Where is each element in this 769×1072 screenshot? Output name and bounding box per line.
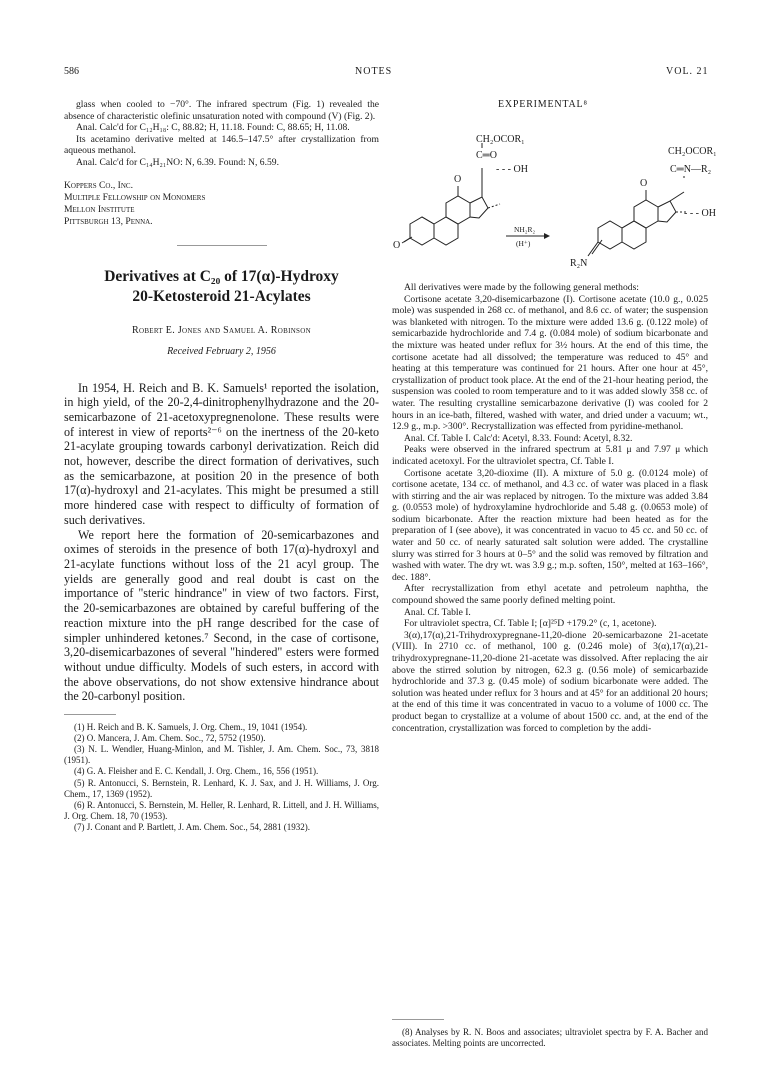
analysis-line: Anal. Cf. Table I. [404,606,471,618]
footnote: (6) R. Antonucci, S. Bernstein, M. Heller, R. Lenhard, R. Littell, and J. H. Williams, J. Org. Chem. 18, 70 (1953). [64,799,379,821]
received-date: Received February 2, 1956 [167,345,276,357]
right-column [392,282,708,734]
volume-label: VOL. 21 [666,66,709,77]
intro-paragraph: Its acetamino derivative melted at 146.5–147.5° after crystallization from aqueous methanol. [64,133,379,157]
right-oxygen: O [640,178,648,189]
section-divider [177,245,267,246]
footnote-divider [64,714,116,715]
article-title [64,267,379,307]
left-ketone-oxygen: O [393,240,401,251]
affiliation-line: Mellon Institute [64,203,135,215]
body-paragraph: Cortisone acetate 3,20-dioxime (II). A mixture of 5.0 g. (0.0124 mole) of cortisone acetate, 134 cc. of methanol, and 4.3 cc. of water was placed in a flask with stirring and the air was replaced by nitrogen. To the mixture was added 3.84 g. (0.0553 mole) of hydroxylamine hydrochloride and 5.48 g. (0.0653 mole) of sodium bicarbonate. After the reaction mixture had been heated as for the preparation of I (see above), it was concentrated in vacuo to 45 cc. and 50 cc. of water and 50 cc. of nearly saturated salt solution were added. The crystalline slurry was stirred for 3 hours at 0–5° and the solid was removed by filtration and washed with water. The dry wt. was 3.9 g.; m.p. soften, 150°, melted at 163–166°, dec. 188°. [392,467,708,583]
body-paragraph: All derivatives were made by the following general methods: [404,282,639,293]
analysis-line: Anal. Cf. Table I. Calc'd: Acetyl, 8.33. Found: Acetyl, 8.32. [404,432,633,444]
running-header [0,66,769,80]
footnote: (7) J. Conant and P. Bartlett, J. Am. Chem. Soc., 54, 2881 (1932). [74,821,310,832]
reaction-scheme [388,116,718,274]
catalyst: (H⁺) [516,239,531,248]
body-paragraph: Cortisone acetate 3,20-disemicarbazone (I). Cortisone acetate (10.0 g., 0.025 mole) was suspended in 268 cc. of methanol, and 8.6 cc. of water; the suspension was blanketed with nitrogen. To the mixture were added 13.6 g. (0.122 mole) of semicarbazide hydrochloride and 7.4 g. (0.084 mole) of sodium bicarbonate and the mixture was heated under reflux for 3½ hours. At the end of this time, the cortisone acetate had all dissolved; the temperature was reduced to 45° and heating at this temperature was continued for 21 hours. After one hour at 45°, crystallization of product took place. At the end of the 21-hour heating period, the suspension was cooled to room temperature and to it was added slowly 358 cc. of water. The resulting crystalline semicarbazone derivative (I) was cooled for 2 hours in an ice-bath, filtered, washed with water, and dried under a vacuum; wt., 12.9 g., m.p. >300°. Recrystallization was effected from pyridine-methanol. [392,293,708,433]
right-acylate: CH₂OCOR₁ [668,146,717,157]
left-oxygen: O [454,174,462,185]
intro-paragraph: glass when cooled to −70°. The infrared spectrum (Fig. 1) revealed the absence of characteristic olefinic unsaturation noted with compound (V) (Fig. 2). [64,99,379,122]
body-paragraph: 3(α),17(α),21-Trihydroxypregnane-11,20-dione 20-semicarbazone 21-acetate (VIII). In 2710 cc. of methanol, 100 g. (0.246 mole) of 3(α),17(α),21-trihydroxypregnane-11,20-dione 21-acetate was dissolved. After replacing the air above the stirred solution by nitrogen, 62.3 g. (0.56 mole) of semicarbazide hydrochloride and 37.3 g. (0.45 mole) of sodium bicarbonate were added. The solution was heated under reflux for 3 hours and at 45° for an additional 20 hours; at the end of this time it was concentrated in vacuo to a volume of 1000 cc. The product began to crystallize at a volume of about 1500 cc. and, at the end of the concentration, crystallization was forced to completion by the addi- [392,629,708,734]
body-paragraph: For ultraviolet spectra, Cf. Table I; [α]²⁵D +179.2° (c, 1, acetone). [404,618,657,630]
footnote: (1) H. Reich and B. K. Samuels, J. Org. Chem., 19, 1041 (1954). [74,722,308,733]
affiliation-line: Multiple Fellowship on Monomers [64,191,206,203]
body-paragraph: After recrystallization from ethyl acetate and petroleum naphtha, the compound showed the same poorly defined melting point. [392,583,708,607]
right-hydroxyl: - - - OH [684,208,716,219]
left-hydroxyl: - - - OH [496,164,528,175]
right-amine: R₂N [570,258,588,269]
affiliation-block [64,180,379,228]
title-line: Derivatives at C₂₀ of 17(α)-Hydroxy [104,267,339,285]
right-steroid-skeleton [588,176,688,256]
experimental-heading: EXPERIMENTAL⁸ [498,99,588,110]
left-carbonyl: C═O [476,150,497,161]
footnote: (2) O. Mancera, J. Am. Chem. Soc., 72, 5752 (1950). [74,733,266,744]
section-title: NOTES [355,66,393,77]
analysis-line: Anal. Calc'd for C₁₂H₁₈: C, 88.82; H, 11.18. Found: C, 88.65; H, 11.08. [76,122,350,134]
right-footnote-block [392,1009,708,1049]
reagent: NH₂R₂ [514,225,536,234]
footnote: (5) R. Antonucci, S. Bernstein, R. Lenhard, K. J. Sax, and J. H. Williams, J. Org. Chem., 17, 1369 (1952). [64,777,379,799]
page-number: 586 [64,66,79,77]
affiliation-line: Pittsburgh 13, Penna. [64,215,153,227]
footnote: (3) N. L. Wendler, Huang-Minlon, and M. Tishler, J. Am. Chem. Soc., 73, 3818 (1951). [64,744,379,766]
left-acylate: CH₂OCOR₁ [476,134,525,145]
body-paragraph: Peaks were observed in the infrared spectrum at 5.81 μ and 7.97 μ which indicated acetoxyl. For the ultraviolet spectra, Cf. Table I. [392,444,708,467]
title-line: 20-Ketosteroid 21-Acylates [132,287,311,305]
analysis-line: Anal. Calc'd for C₁₄H₂₁NO: N, 6.39. Found: N, 6.59. [76,156,279,168]
right-semicarbazone: C═N—R₂ [670,164,712,175]
footnote: (4) G. A. Fleisher and E. C. Kendall, J. Org. Chem., 16, 556 (1951). [74,766,319,777]
left-column [64,99,379,833]
affiliation-line: Koppers Co., Inc. [64,179,133,191]
footnote-divider [392,1019,444,1020]
body-paragraph: In 1954, H. Reich and B. K. Samuels¹ reported the isolation, in high yield, of the 20-2,4-dinitrophenylhydrazone and the 20-semicarbazone of 21-acetoxypregnenolone. These results were of interest in view of reports²⁻⁶ on the inertness of the 20-keto 21-acylate grouping towards carbonyl derivatization. Reich did not, however, describe the direct formation of derivatives, such as the semicarbazone, at position 20 in the presence of both 17(α)-hydroxyl and 21-acylates. This might be presumed a still more hindered case with respect to difficulty of formation of such derivatives. [64,380,379,527]
body-paragraph: We report here the formation of 20-semicarbazones and oximes of steroids in the presence of both 17(α)-hydroxyl and 21-acylate functions without loss of the 21 acyl group. The yields are generally good and real doubt is cast on the importance of "steric hindrance" in view of two factors. First, the 20-semicarbazones are obtained by careful buffering of the reaction mixture into the pH range described for the case of simpler unhindered ketones.⁷ Second, in the case of cortisone, 3,20-disemicarbazones of several "hindered" esters were formed without undue difficulty. Models of such esters, in accord with the above observations, do not show extensive hindrance about the 20-carbonyl position. [64,527,379,704]
footnote: (8) Analyses by R. N. Boos and associates; ultraviolet spectra by F. A. Bacher and associates. Melting points are uncorrected. [392,1027,708,1049]
authors: Robert E. Jones and Samuel A. Robinson [132,324,311,336]
